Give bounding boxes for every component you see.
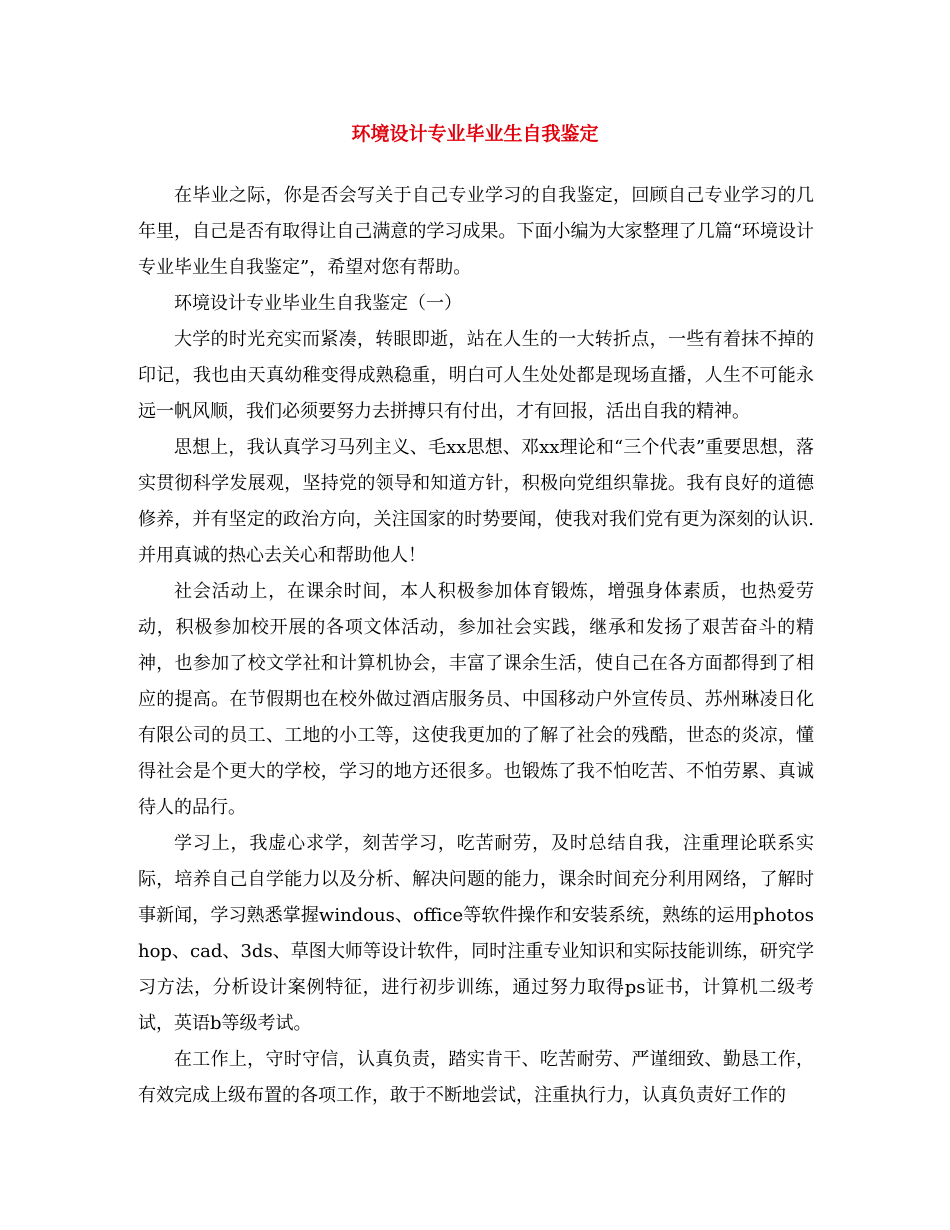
document-title: 环境设计专业毕业生自我鉴定 bbox=[351, 123, 599, 145]
section-heading: 环境设计专业毕业生自我鉴定（一） bbox=[174, 293, 462, 314]
paragraph: 在工作上，守时守信，认真负责，踏实肯干、吃苦耐劳、严谨细致、勤恳工作，有效完成上级布置的各项工作，敢于不断地尝试，注重执行力，认真负责好工作的 bbox=[138, 1049, 814, 1106]
paragraph-intro: 在毕业之际，你是否会写关于自己专业学习的自我鉴定，回顾自己专业学习的几年里，自己是否有取得让自己满意的学习成果。下面小编为大家整理了几篇“环境设计专业毕业生自我鉴定”，希望对您有帮助。 bbox=[138, 185, 814, 278]
paragraph: 大学的时光充实而紧凑，转眼即逝，站在人生的一大转折点，一些有着抹不掉的印记，我也由天真幼稚变得成熟稳重，明白可人生处处都是现场直播，人生不可能永远一帆风顺，我们必须要努力去拼搏只有付出，才有回报，活出自我的精神。 bbox=[138, 329, 814, 422]
paragraph: 思想上，我认真学习马列主义、毛xx思想、邓xx理论和“三个代表”重要思想，落实贯彻科学发展观，坚持党的领导和知道方针，积极向党组织靠拢。我有良好的道德修养，并有坚定的政治方向，关注国家的时势要闻，使我对我们党有更为深刻的认识.并用真诚的热心去关心和帮助他人！ bbox=[138, 437, 814, 566]
paragraph: 学习上，我虚心求学，刻苦学习，吃苦耐劳，及时总结自我，注重理论联系实际，培养自己自学能力以及分析、解决问题的能力，课余时间充分利用网络，了解时事新闻，学习熟悉掌握windous、office等软件操作和安装系统，熟练的运用photoshop、cad、3ds、草图大师等设计软件，同时注重专业知识和实际技能训练，研究学习方法，分析设计案例特征，进行初步训练，通过努力取得ps证书，计算机二级考试，英语b等级考试。 bbox=[138, 833, 814, 1034]
paragraph: 社会活动上，在课余时间，本人积极参加体育锻炼，增强身体素质，也热爱劳动，积极参加校开展的各项文体活动，参加社会实践，继承和发扬了艰苦奋斗的精神，也参加了校文学社和计算机协会，丰富了课余生活，使自己在各方面都得到了相应的提高。在节假期也在校外做过酒店服务员、中国移动户外宣传员、苏州琳凌日化有限公司的员工、工地的小工等，这使我更加的了解了社会的残酷，世态的炎凉，懂得社会是个更大的学校，学习的地方还很多。也锻炼了我不怕吃苦、不怕劳累、真诚待人的品行。 bbox=[138, 581, 814, 818]
document-body bbox=[138, 178, 814, 1114]
